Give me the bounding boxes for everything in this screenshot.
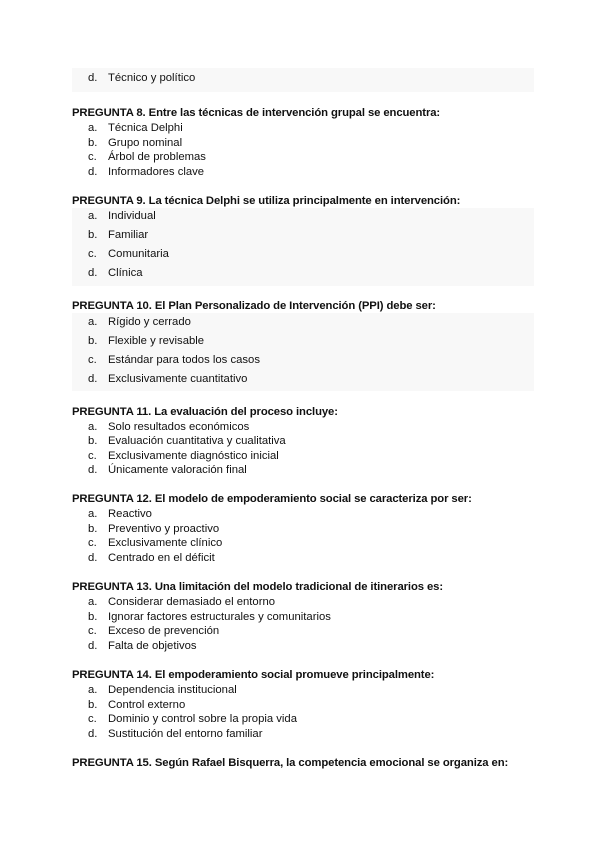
option-q11-c[interactable]: c. Exclusivamente diagnóstico inicial: [88, 450, 279, 462]
option-q9-c[interactable]: c. Comunitaria: [88, 248, 169, 260]
option-q13-c[interactable]: c. Exceso de prevención: [88, 625, 220, 637]
option-q10-d[interactable]: d. Exclusivamente cuantitativo: [88, 373, 248, 385]
option-q12-b[interactable]: b. Preventivo y proactivo: [88, 523, 220, 535]
option-q14-b[interactable]: b. Control externo: [88, 699, 186, 711]
option-q8-a[interactable]: a. Técnica Delphi: [88, 122, 183, 134]
option-q8-c[interactable]: c. Árbol de problemas: [88, 151, 206, 163]
question-12: PREGUNTA 12. El modelo de empoderamiento social se caracteriza por ser:: [72, 493, 472, 505]
option-q11-d[interactable]: d. Únicamente valoración final: [88, 464, 247, 476]
option-q9-a[interactable]: a. Individual: [88, 210, 156, 222]
option-q11-b[interactable]: b. Evaluación cuantitativa y cualitativa: [88, 435, 286, 447]
option-q13-a[interactable]: a. Considerar demasiado el entorno: [88, 596, 276, 608]
option-q8-d[interactable]: d. Informadores clave: [88, 166, 205, 178]
option-q10-b[interactable]: b. Flexible y revisable: [88, 335, 205, 347]
option-q14-a[interactable]: a. Dependencia institucional: [88, 684, 237, 696]
option-q12-c[interactable]: c. Exclusivamente clínico: [88, 537, 223, 549]
option-q13-d[interactable]: d. Falta de objetivos: [88, 640, 197, 652]
question-8: PREGUNTA 8. Entre las técnicas de intervención grupal se encuentra:: [72, 107, 441, 119]
option-q12-d[interactable]: d. Centrado en el déficit: [88, 552, 215, 564]
option-q13-b[interactable]: b. Ignorar factores estructurales y comunitarios: [88, 611, 331, 623]
question-15: PREGUNTA 15. Según Rafael Bisquerra, la competencia emocional se organiza en:: [72, 757, 509, 769]
option-q10-c[interactable]: c. Estándar para todos los casos: [88, 354, 260, 366]
option-q10-a[interactable]: a. Rígido y cerrado: [88, 316, 191, 328]
option-q9-d[interactable]: d. Clínica: [88, 267, 143, 279]
option-q11-a[interactable]: a. Solo resultados económicos: [88, 421, 250, 433]
option-q7-d[interactable]: d. Técnico y político: [88, 72, 196, 84]
option-q14-d[interactable]: d. Sustitución del entorno familiar: [88, 728, 263, 740]
option-q14-c[interactable]: c. Dominio y control sobre la propia vida: [88, 713, 298, 725]
question-10: PREGUNTA 10. El Plan Personalizado de Intervención (PPI) debe ser:: [72, 300, 436, 312]
option-q12-a[interactable]: a. Reactivo: [88, 508, 152, 520]
question-14: PREGUNTA 14. El empoderamiento social promueve principalmente:: [72, 669, 435, 681]
question-11: PREGUNTA 11. La evaluación del proceso incluye:: [72, 406, 338, 418]
option-q8-b[interactable]: b. Grupo nominal: [88, 137, 183, 149]
question-13: PREGUNTA 13. Una limitación del modelo tradicional de itinerarios es:: [72, 581, 444, 593]
question-9: PREGUNTA 9. La técnica Delphi se utiliza principalmente en intervención:: [72, 195, 461, 207]
option-q9-b[interactable]: b. Familiar: [88, 229, 149, 241]
